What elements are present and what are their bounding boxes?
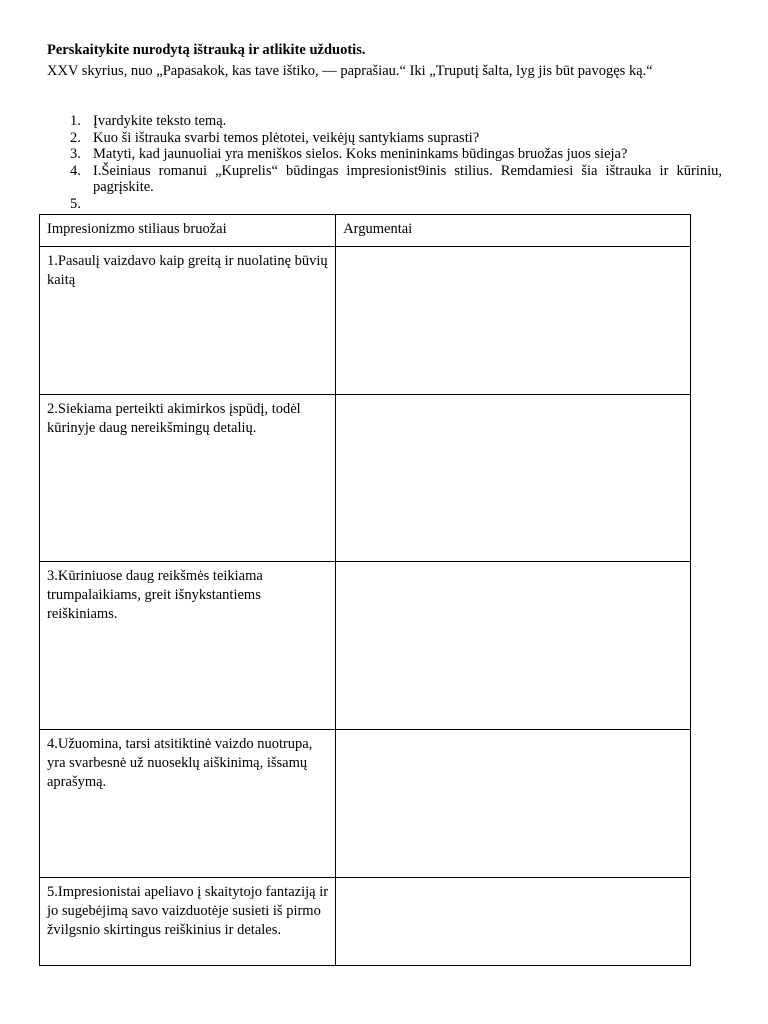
feature-cell: 3.Kūriniuose daug reikšmės teikiama trumpalaikiams, greit išnykstantiems reiškiniams. — [40, 562, 336, 730]
task-text: Kuo ši ištrauka svarbi temos plėtotei, veikėjų santykiams suprasti? — [93, 129, 480, 146]
task-number: 2. — [70, 129, 81, 146]
table-row — [40, 247, 691, 395]
task-item — [70, 196, 722, 213]
task-text: Matyti, kad jaunuoliai yra meniškos sielos. Koks menininkams būdingas bruožas juos sieja? — [93, 146, 628, 162]
argument-cell[interactable] — [336, 878, 691, 966]
table-row — [40, 878, 691, 966]
task-item — [70, 113, 722, 130]
argument-cell[interactable] — [336, 730, 691, 878]
task-text: I.Šeiniaus romanui „Kuprelis“ būdingas impresionist9inis stilius. Remdamiesi šia ištrauka ir kūriniu, pagrįskite. — [93, 162, 722, 195]
feature-cell: 5.Impresionistai apeliavo į skaitytojo fantaziją ir jo sugebėjimą savo vaizduotėje susieti iš pirmo žvilgsnio skirtingus reiškinius ir detales. — [40, 878, 336, 966]
features-table — [39, 214, 691, 966]
argument-cell[interactable] — [336, 395, 691, 562]
table-row — [40, 562, 691, 730]
argument-cell[interactable] — [336, 562, 691, 730]
task-number: 4. — [70, 162, 81, 179]
column-header-arguments: Argumentai — [336, 215, 691, 247]
table-row — [40, 730, 691, 878]
column-header-features: Impresionizmo stiliaus bruožai — [40, 215, 336, 247]
task-text — [93, 196, 722, 213]
task-item — [70, 163, 722, 196]
page-title: Perskaitykite nurodytą ištrauką ir atlikite užduotis. — [47, 42, 366, 58]
table-header-row — [40, 215, 691, 247]
task-item — [70, 146, 722, 163]
task-text: Įvardykite teksto temą. — [93, 113, 227, 129]
feature-cell: 4.Užuomina, tarsi atsitiktinė vaizdo nuotrupa, yra svarbesnė už nuoseklų aiškinimą, išsamų aprašymą. — [40, 730, 336, 878]
task-number: 5. — [70, 195, 81, 212]
task-item — [70, 130, 722, 147]
table-row — [40, 395, 691, 562]
task-number: 3. — [70, 146, 81, 162]
feature-cell: 1.Pasaulį vaizdavo kaip greitą ir nuolatinę būvių kaitą — [40, 247, 336, 395]
task-list — [70, 113, 722, 212]
excerpt-reference: XXV skyrius, nuo „Papasakok, kas tave ištiko, — paprašiau.“ Iki „Truputį šalta, lyg jis būt pavogęs ką.“ — [47, 63, 653, 79]
feature-cell: 2.Siekiama perteikti akimirkos įspūdį, todėl kūrinyje daug nereikšmingų detalių. — [40, 395, 336, 562]
task-number: 1. — [70, 113, 81, 129]
argument-cell[interactable] — [336, 247, 691, 395]
